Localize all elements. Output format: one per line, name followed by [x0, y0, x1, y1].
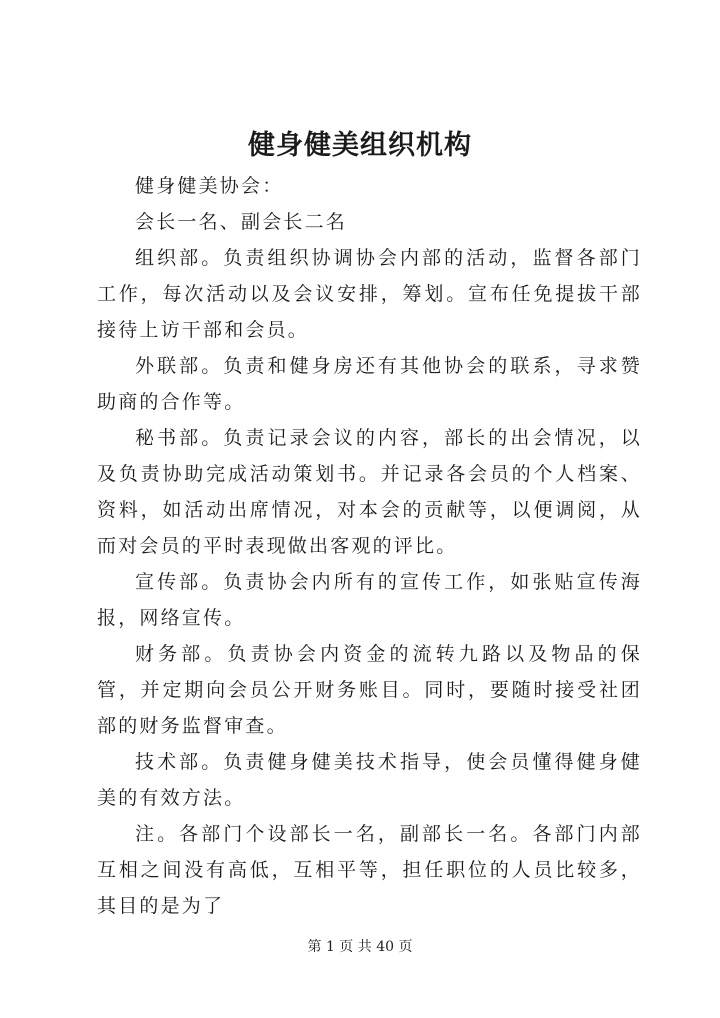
paragraph: 健身健美协会： — [135, 175, 284, 197]
paragraph: 会长一名、副会长二名 — [135, 211, 348, 233]
paragraph: 注。各部门个设部长一名，副部长一名。各部门内部互相之间没有高低，互相平等，担任职位的人员比较多，其目的是为了 — [97, 823, 642, 917]
page-footer: 第 1 页 共 40 页 — [307, 939, 413, 955]
paragraph: 外联部。负责和健身房还有其他协会的联系，寻求赞助商的合作等。 — [97, 355, 642, 413]
document-title: 健身健美组织机构 — [248, 130, 472, 161]
document-body — [97, 168, 642, 924]
paragraph: 技术部。负责健身健美技术指导，使会员懂得健身健美的有效方法。 — [97, 751, 642, 809]
paragraph: 宣传部。负责协会内所有的宣传工作，如张贴宣传海报，网络宣传。 — [97, 571, 642, 629]
paragraph: 秘书部。负责记录会议的内容，部长的出会情况，以及负责协助完成活动策划书。并记录各会员的个人档案、资料，如活动出席情况，对本会的贡献等，以便调阅，从而对会员的平时表现做出客观的评比。 — [97, 427, 642, 557]
paragraph: 财务部。负责协会内资金的流转九路以及物品的保管，并定期向会员公开财务账目。同时，要随时接受社团部的财务监督审查。 — [97, 643, 642, 737]
paragraph: 组织部。负责组织协调协会内部的活动，监督各部门工作，每次活动以及会议安排，筹划。宣布任免提拔干部接待上访干部和会员。 — [97, 247, 642, 341]
